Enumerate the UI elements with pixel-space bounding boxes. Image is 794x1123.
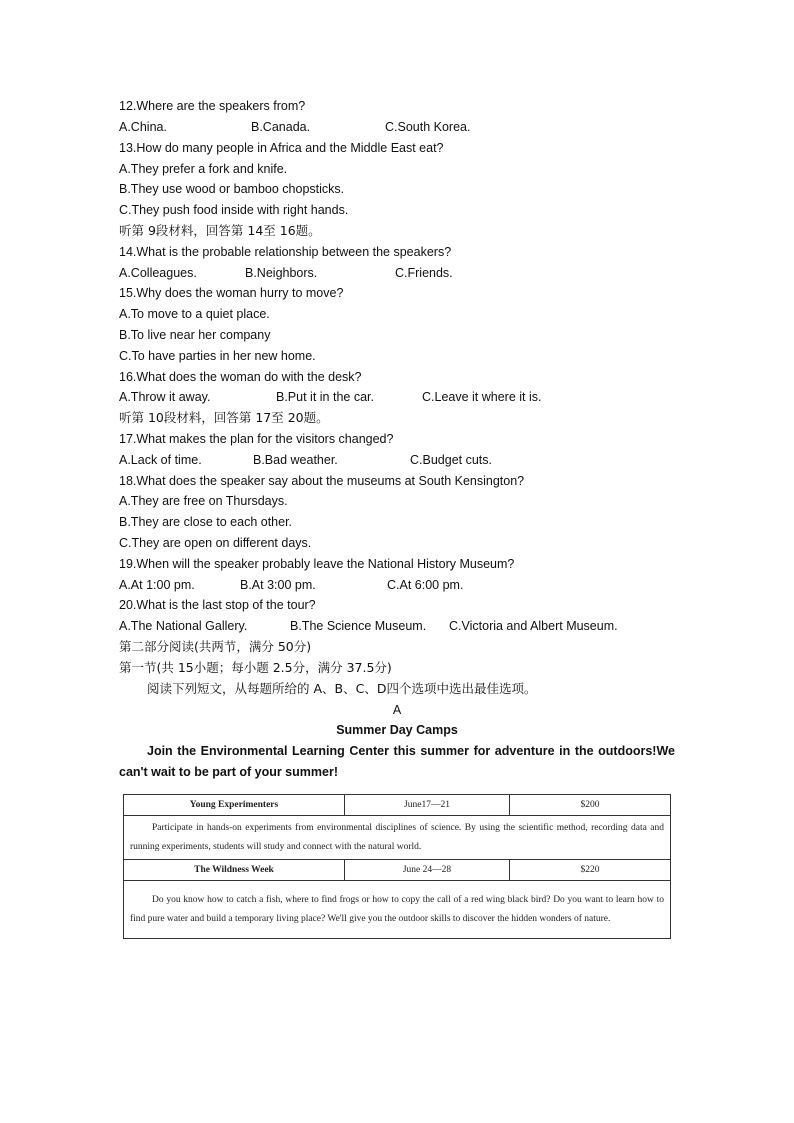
camp-description: Participate in hands-on experiments from environmental disciplines of science. By using the scientific method, recording data and running experiments, students will study and connect with the natural world. — [124, 816, 671, 860]
option-c: C.To have parties in her new home. — [119, 349, 316, 363]
option-b: B.Bad weather. — [253, 453, 338, 467]
option-b: B.They use wood or bamboo chopsticks. — [119, 182, 345, 196]
camp-dates: June17—21 — [345, 795, 510, 816]
option-a: A.China. — [119, 120, 167, 134]
option-c: C.Victoria and Albert Museum. — [449, 619, 618, 633]
option-c: C.They push food inside with right hands. — [119, 203, 349, 217]
option-c: C.Friends. — [395, 266, 453, 280]
options-16 — [119, 387, 719, 407]
option-c: C.They are open on different days. — [119, 536, 312, 550]
passage-title: Summer Day Camps — [336, 723, 458, 737]
option-a: A.Throw it away. — [119, 390, 211, 404]
option-b: B.The Science Museum. — [290, 619, 427, 633]
option-b: B.To live near her company — [119, 328, 271, 342]
question-18: 18.What does the speaker say about the museums at South Kensington? — [119, 474, 525, 488]
options-12 — [119, 117, 719, 137]
section1-heading: 第一节(共 15小题；每小题 2.5分，满分 37.5分) — [119, 660, 392, 675]
instruction-segment-9: 听第 9段材料，回答第 14至 16题。 — [119, 223, 321, 238]
camp-dates: June 24—28 — [345, 860, 510, 881]
options-14 — [119, 263, 719, 283]
option-a: A.Lack of time. — [119, 453, 202, 467]
option-c: C.South Korea. — [385, 120, 471, 134]
camp-price: $220 — [510, 860, 671, 881]
option-a: A.Colleagues. — [119, 266, 197, 280]
options-19 — [119, 575, 719, 595]
passage-intro: Join the Environmental Learning Center this summer for adventure in the outdoors!We can't wait to be part of your summer! — [119, 744, 675, 779]
table-row — [124, 881, 671, 939]
camp-name: Young Experimenters — [124, 795, 345, 816]
options-17 — [119, 450, 719, 470]
option-b: B.Neighbors. — [245, 266, 318, 280]
table-row — [124, 816, 671, 860]
question-16: 16.What does the woman do with the desk? — [119, 370, 362, 384]
question-17: 17.What makes the plan for the visitors changed? — [119, 432, 394, 446]
option-a: A.To move to a quiet place. — [119, 307, 270, 321]
question-14: 14.What is the probable relationship between the speakers? — [119, 245, 452, 259]
option-a: A.At 1:00 pm. — [119, 578, 195, 592]
option-a: A.They are free on Thursdays. — [119, 494, 288, 508]
camp-price: $200 — [510, 795, 671, 816]
option-a: A.They prefer a fork and knife. — [119, 162, 288, 176]
option-c: C.Leave it where it is. — [422, 390, 542, 404]
option-c: C.At 6:00 pm. — [387, 578, 464, 592]
reading-directions: 阅读下列短文，从每题所给的 A、B、C、D四个选项中选出最佳选项。 — [147, 681, 537, 696]
question-15: 15.Why does the woman hurry to move? — [119, 286, 344, 300]
table-row — [124, 860, 671, 881]
options-20 — [119, 616, 719, 636]
part2-heading: 第二部分阅读(共两节，满分 50分) — [119, 639, 312, 654]
camps-table — [123, 794, 671, 939]
passage-letter: A — [392, 703, 402, 717]
instruction-segment-10: 听第 10段材料，回答第 17至 20题。 — [119, 410, 329, 425]
camp-description: Do you know how to catch a fish, where to find frogs or how to copy the call of a red wing black bird? Do you want to learn how to find pure water and build a temporary living place? We'll give you the outdoor skills to discover the hidden wonders of nature. — [124, 881, 671, 939]
question-12: 12.Where are the speakers from? — [119, 99, 306, 113]
question-13: 13.How do many people in Africa and the Middle East eat? — [119, 141, 444, 155]
table-row — [124, 795, 671, 816]
option-a: A.The National Gallery. — [119, 619, 248, 633]
option-b: B.At 3:00 pm. — [240, 578, 316, 592]
option-b: B.Canada. — [251, 120, 311, 134]
camp-name: The Wildness Week — [124, 860, 345, 881]
option-b: B.They are close to each other. — [119, 515, 293, 529]
option-b: B.Put it in the car. — [276, 390, 374, 404]
question-20: 20.What is the last stop of the tour? — [119, 598, 316, 612]
option-c: C.Budget cuts. — [410, 453, 492, 467]
question-19: 19.When will the speaker probably leave the National History Museum? — [119, 557, 515, 571]
